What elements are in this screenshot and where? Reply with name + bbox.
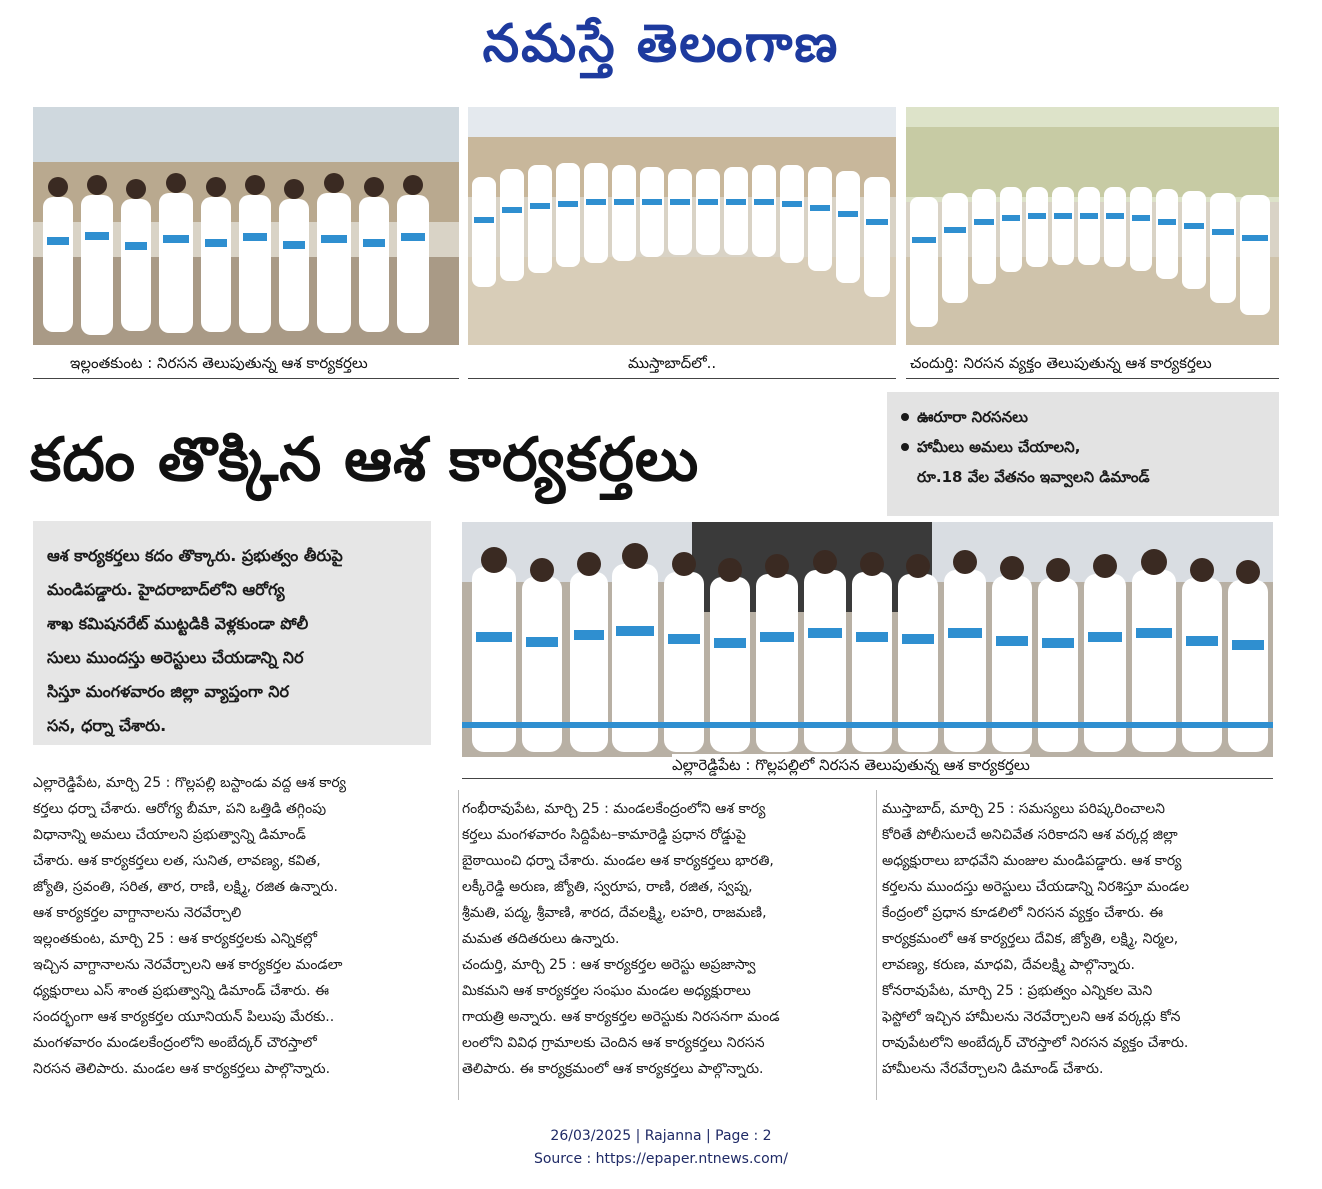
article-line: గంభీరావుపేట, మార్చి 25 : మండలకేంద్రంలోని ఆశ కార్య bbox=[462, 801, 766, 817]
photo-caption-yellareddypet: ఎల్లారెడ్డిపేట : గొల్లపల్లిలో నిరసన తెలుపుతున్న ఆశ కార్యకర్తలు bbox=[672, 756, 1030, 774]
article-line: తెలిపారు. ఈ కార్యక్రమంలో ఆశ కార్యకర్తలు పాల్గొన్నారు. bbox=[462, 1061, 764, 1077]
intro-line: మండిపడ్డారు. హైదరాబాద్‌లోని ఆరోగ్య bbox=[47, 580, 285, 599]
footer-meta: 26/03/2025 | Rajanna | Page : 2 bbox=[550, 1128, 772, 1144]
highlight-item bbox=[917, 402, 1265, 432]
intro-line: సులు ముందస్తు అరెస్టులు చేయడాన్ని నిర bbox=[47, 648, 304, 667]
article-line: మంగళవారం మండలకేంద్రంలోని అంబేద్కర్ చౌరస్తాలో bbox=[33, 1035, 317, 1051]
article-line: నిరసన తెలిపారు. మండల ఆశ కార్యకర్తలు పాల్గొన్నారు. bbox=[33, 1061, 331, 1077]
article-line: రావుపేటలోని అంబేద్కర్ చౌరస్తాలో నిరసన వ్యక్తం చేశారు. bbox=[882, 1035, 1189, 1051]
photo-illanthakunta-image bbox=[33, 107, 459, 345]
article-line: మమత తదితరులు ఉన్నారు. bbox=[462, 931, 620, 947]
footer-source: Source : https://epaper.ntnews.com/ bbox=[533, 1151, 789, 1167]
article-line: గాయత్రి అన్నారు. ఆశ కార్యకర్తల అరెస్టుకు నిరసనగా మండ bbox=[462, 1009, 780, 1025]
photo-mustabad-image bbox=[468, 107, 896, 345]
highlight-item bbox=[917, 432, 1265, 462]
article-line: కార్యక్రమంలో ఆశ కార్యర్తలు దేవిక, జ్యోతి, లక్ష్మి, నిర్మల, bbox=[882, 931, 1179, 947]
article-line: అధ్యక్షురాలు బాధవేని మంజుల మండిపడ్డారు. ఆశ కార్య bbox=[882, 853, 1182, 869]
article-line: ఫెస్టోలో ఇచ్చిన హామీలను నెరవేర్చాలని ఆశ వర్కర్లు కోన bbox=[882, 1009, 1181, 1025]
article-line: కర్తలు ధర్నా చేశారు. ఆరోగ్య బీమా, పని ఒత్తిడి తగ్గింపు bbox=[33, 801, 327, 817]
intro-line: శాఖ కమిషనరేట్ ముట్టడికి వెళ్లకుండా పోలీ bbox=[47, 614, 309, 633]
article-line: ఎల్లారెడ్డిపేట, మార్చి 25 : గొల్లపల్లి బస్టాండు వద్ద ఆశ కార్య bbox=[33, 775, 347, 791]
intro-line: సన, ధర్నా చేశారు. bbox=[47, 716, 167, 735]
article-column-3 bbox=[882, 796, 1292, 1082]
photo-mustabad bbox=[468, 107, 896, 345]
article-line: ముస్తాబాద్, మార్చి 25 : సమస్యలు పరిష్కరించాలని bbox=[882, 801, 1166, 817]
article-column-1 bbox=[33, 770, 453, 1082]
article-line: హామీలను నేరవేర్చాలని డిమాండ్ చేశారు. bbox=[882, 1061, 1104, 1077]
article-line: కేంద్రంలో ప్రధాన కూడలిలో నిరసన వ్యక్తం చేశారు. ఈ bbox=[882, 905, 1163, 921]
caption-rule bbox=[33, 378, 459, 379]
highlight-text-continued: రూ.18 వేల వేతనం ఇవ్వాలని డిమాండ్ bbox=[917, 468, 1150, 486]
photo-caption-chandurthi: చందుర్తి: నిరసన వ్యక్తం తెలుపుతున్న ఆశ కార్యకర్తలు bbox=[910, 354, 1212, 372]
article-line: జ్యోతి, స్రవంతి, సరిత, తార, రాణి, లక్ష్మి, రజిత ఉన్నారు. bbox=[33, 879, 338, 895]
newspaper-masthead: నమస్తే తెలంగాణ bbox=[482, 14, 840, 74]
intro-line: సిస్తూ మంగళవారం జిల్లా వ్యాప్తంగా నిర bbox=[47, 682, 289, 701]
article-line: కర్తలు మంగళవారం సిద్దిపేట–కామారెడ్డి ప్రధాన రోడ్డుపై bbox=[462, 827, 746, 843]
article-line: ఇల్లంతకుంట, మార్చి 25 : ఆశ కార్యకర్తలకు ఎన్నికల్లో bbox=[33, 931, 317, 947]
article-line: బైఠాయించి ధర్నా చేశారు. మండల ఆశ కార్యకర్తలు భారతి, bbox=[462, 853, 774, 869]
article-line: చేశారు. ఆశ కార్యకర్తలు లత, సునిత, లావణ్య, కవిత, bbox=[33, 853, 321, 869]
highlight-text: హామీలు అమలు చేయాలని, bbox=[917, 438, 1081, 456]
article-line: కోరితే పోలీసులచే అనిచివేత సరికాదని ఆశ వర్కర్ల జిల్లా bbox=[882, 827, 1178, 843]
article-column-2 bbox=[462, 796, 872, 1082]
photo-caption-illanthakunta: ఇల్లంతకుంట : నిరసన తెలుపుతున్న ఆశ కార్యకర్తలు bbox=[70, 354, 368, 372]
article-line: సందర్భంగా ఆశ కార్యకర్తల యూనియన్ పిలుపు మేరకు.. bbox=[33, 1009, 335, 1025]
photo-illanthakunta bbox=[33, 107, 459, 345]
article-line: మికమని ఆశ కార్యకర్తల సంఘం మండల అధ్యక్షురాలు bbox=[462, 983, 751, 999]
article-line: చందుర్తి, మార్చి 25 : ఆశ కార్యకర్తల అరెస్టు అప్రజాస్వా bbox=[462, 957, 756, 973]
headline: కదం తొక్కిన ఆశ కార్యకర్తలు bbox=[30, 425, 700, 495]
photo-chandurthi bbox=[906, 107, 1279, 345]
article-line: ధ్యక్షురాలు ఎస్ శాంత ప్రభుత్వాన్ని డిమాండ్ చేశారు. ఈ bbox=[33, 983, 329, 999]
photo-caption-mustabad: ముస్తాబాద్‌లో.. bbox=[628, 354, 717, 372]
article-subheading: ఆశ కార్యకర్తల వాగ్దానాలను నెరవేర్చాలి bbox=[33, 905, 242, 921]
intro-summary-box bbox=[33, 521, 431, 745]
article-line: కర్తలను ముందస్తు అరెస్టులు చేయడాన్ని నిరశిస్తూ మండల bbox=[882, 879, 1190, 895]
article-line: లంలోని వివిధ గ్రామాలకు చెందిన ఆశ కార్యకర్తలు నిరసన bbox=[462, 1035, 765, 1051]
article-line: లావణ్య, కరుణ, మాధవి, దేవలక్ష్మి పాల్గొన్నారు. bbox=[882, 957, 1135, 973]
photo-yellareddypet bbox=[462, 522, 1273, 757]
article-line: కోనరావుపేట, మార్చి 25 : ప్రభుత్వం ఎన్నికల మెని bbox=[882, 983, 1153, 999]
highlights-box bbox=[887, 392, 1279, 516]
article-line: విధానాన్ని అమలు చేయాలని ప్రభుత్వాన్ని డిమాండ్ bbox=[33, 827, 306, 843]
photo-yellareddypet-image bbox=[462, 522, 1273, 757]
article-line: ఇచ్చిన వాగ్దానాలను నెరవేర్చాలని ఆశ కార్యకర్తల మండలా bbox=[33, 957, 343, 973]
caption-rule bbox=[468, 378, 896, 379]
article-line: శ్రీమతి, పద్మ, శ్రీవాణి, శారద, దేవలక్ష్మి, లహరి, రాజమణి, bbox=[462, 905, 767, 921]
highlight-text: ఊరూరా నిరసనలు bbox=[917, 408, 1028, 426]
column-divider bbox=[876, 790, 877, 1100]
column-divider bbox=[458, 790, 459, 1100]
bullet-icon bbox=[901, 413, 909, 421]
intro-line: ఆశ కార్యకర్తలు కదం తొక్కారు. ప్రభుత్వం తీరుపై bbox=[47, 546, 343, 565]
bullet-icon bbox=[901, 443, 909, 451]
caption-rule bbox=[462, 778, 1273, 779]
article-line: లక్కీరెడ్డి అరుణ, జ్యోతి, స్వరూప, రాణి, రజిత, స్వప్న, bbox=[462, 879, 753, 895]
photo-chandurthi-image bbox=[906, 107, 1279, 345]
caption-rule bbox=[906, 378, 1279, 379]
